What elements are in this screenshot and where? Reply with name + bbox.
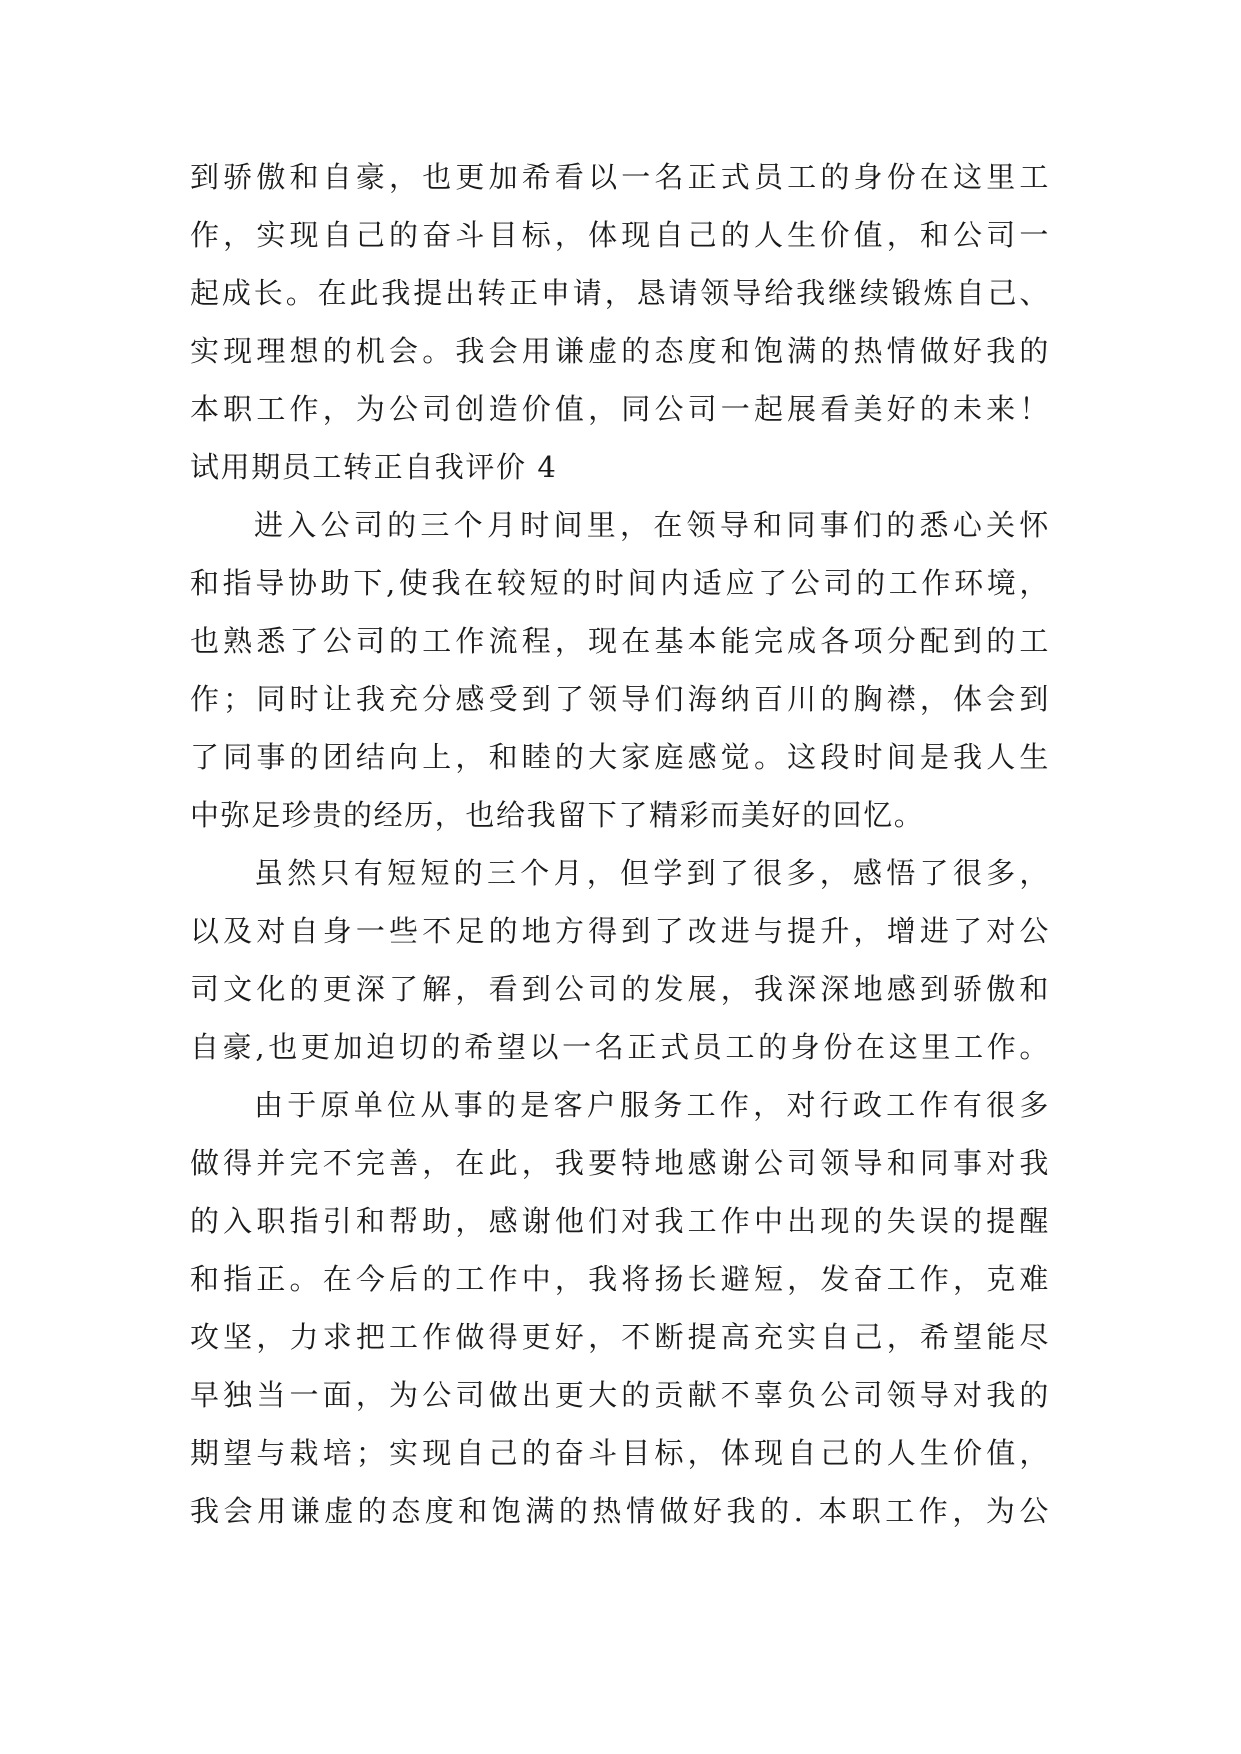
text-line: 的入职指引和帮助，感谢他们对我工作中出现的失误的提醒 [190,1204,1050,1238]
text-line: 和指正。在今后的工作中，我将扬长避短，发奋工作，克难 [190,1262,1050,1296]
text-line: 攻坚，力求把工作做得更好，不断提高充实自己，希望能尽 [190,1320,1050,1354]
text-line: 作；同时让我充分感受到了领导们海纳百川的胸襟，体会到 [190,682,1050,716]
paragraph-first-line: 虽然只有短短的三个月，但学到了很多，感悟了很多， [254,856,1050,890]
text-line: 司文化的更深了解，看到公司的发展，我深深地感到骄傲和 [190,972,1050,1006]
text-line: 自豪,也更加迫切的希望以一名正式员工的身份在这里工作。 [190,1030,1050,1064]
text-line: 我会用谦虚的态度和饱满的热情做好我的. 本职工作，为公 [190,1494,1050,1528]
text-line: 到骄傲和自豪，也更加希看以一名正式员工的身份在这里工 [190,160,1050,194]
text-line: 作，实现自己的奋斗目标，体现自己的人生价值，和公司一 [190,218,1050,252]
paragraph-first-line: 由于原单位从事的是客户服务工作，对行政工作有很多 [254,1088,1050,1122]
document-body [190,148,1050,1540]
text-line: 以及对自身一些不足的地方得到了改进与提升，增进了对公 [190,914,1050,948]
text-line: 本职工作，为公司创造价值，同公司一起展看美好的未来！ [190,392,1050,426]
text-line: 和指导协助下,使我在较短的时间内适应了公司的工作环境， [190,566,1050,600]
text-line: 也熟悉了公司的工作流程，现在基本能完成各项分配到的工 [190,624,1050,658]
text-line: 做得并完不完善，在此，我要特地感谢公司领导和同事对我 [190,1146,1050,1180]
text-line: 起成长。在此我提出转正申请，恳请领导给我继续锻炼自己、 [190,276,1050,310]
text-line: 早独当一面，为公司做出更大的贡献不辜负公司领导对我的 [190,1378,1050,1412]
text-line: 了同事的团结向上，和睦的大家庭感觉。这段时间是我人生 [190,740,1050,774]
text-line: 实现理想的机会。我会用谦虚的态度和饱满的热情做好我的 [190,334,1050,368]
section-heading: 试用期员工转正自我评价 4 [190,450,558,484]
paragraph-first-line: 进入公司的三个月时间里，在领导和同事们的悉心关怀 [254,508,1050,542]
text-line: 中弥足珍贵的经历，也给我留下了精彩而美好的回忆。 [190,798,925,832]
text-line: 期望与栽培；实现自己的奋斗目标，体现自己的人生价值， [190,1436,1050,1470]
